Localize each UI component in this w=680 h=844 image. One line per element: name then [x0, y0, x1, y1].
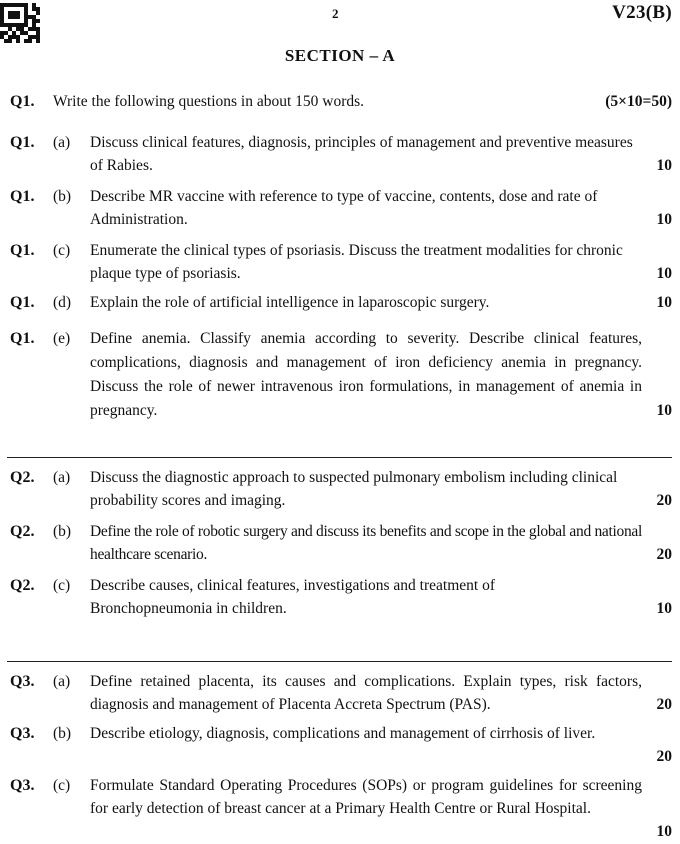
divider-line: [7, 661, 672, 662]
question-text: Define retained placenta, its causes and complications. Explain types, risk factors, diagnosis and management of Placenta Accreta Spectrum (PAS).: [90, 673, 642, 713]
question-part: (d): [53, 294, 72, 311]
question-text: Discuss the diagnostic approach to suspected pulmonary embolism including clinical probability scores and imaging.: [90, 469, 618, 509]
question-text: Discuss clinical features, diagnosis, principles of management and preventive measures of Rabies.: [90, 134, 633, 174]
instruction-marks: (5×10=50): [605, 93, 672, 110]
section-title: SECTION – A: [284, 46, 396, 65]
paper-code: V23(B): [612, 2, 672, 23]
question-marks: 10: [656, 157, 672, 174]
question-number: Q1.: [10, 330, 35, 347]
question-marks: 20: [656, 546, 672, 563]
question-marks: 20: [656, 696, 672, 713]
question-number: Q1.: [10, 188, 35, 205]
question-number: Q3.: [10, 725, 35, 742]
question-text: Explain the role of artificial intelligence in laparoscopic surgery.: [90, 294, 490, 311]
question-number: Q1.: [10, 134, 35, 151]
question-text: Describe MR vaccine with reference to type of vaccine, contents, dose and rate of Administration.: [90, 188, 598, 228]
question-marks: 10: [656, 823, 672, 840]
question-part: (b): [53, 523, 72, 540]
page-number: 2: [332, 6, 339, 21]
divider-line: [7, 457, 672, 458]
question-number: Q1.: [10, 294, 35, 311]
instruction-text: Write the following questions in about 150 words.: [53, 93, 365, 110]
question-part: (c): [53, 242, 71, 259]
question-number: Q3.: [10, 777, 35, 794]
question-part: (a): [53, 134, 71, 151]
question-number: Q3.: [10, 673, 35, 690]
question-part: (a): [53, 673, 71, 690]
question-text: Describe etiology, diagnosis, complications and management of cirrhosis of liver.: [90, 725, 596, 742]
question-marks: 20: [656, 748, 672, 765]
question-number: Q2.: [10, 469, 35, 486]
question-marks: 10: [656, 600, 672, 617]
question-text: Define anemia. Classify anemia according to severity. Describe clinical features, complications, diagnosis and management of iron deficiency anemia in pregnancy. Discuss the role of newer intravenous iron formulations, in management of anemia in pregnancy.: [90, 330, 642, 419]
question-marks: 20: [656, 492, 672, 509]
question-text: Formulate Standard Operating Procedures (SOPs) or program guidelines for screening for early detection of breast cancer at a Primary Health Centre or Rural Hospital.: [90, 777, 642, 817]
question-part: (c): [53, 577, 71, 594]
question-part: (a): [53, 469, 71, 486]
qr-code: [0, 3, 40, 41]
question-marks: 10: [656, 402, 672, 419]
question-text: Define the role of robotic surgery and discuss its benefits and scope in the global and national healthcare scenario.: [90, 523, 643, 563]
question-number: Q2.: [10, 577, 35, 594]
question-number: Q1.: [10, 93, 35, 110]
question-number: Q1.: [10, 242, 35, 259]
question-marks: 10: [656, 211, 672, 228]
question-part: (b): [53, 725, 72, 742]
question-number: Q2.: [10, 523, 35, 540]
question-marks: 10: [656, 265, 672, 282]
question-part: (c): [53, 777, 71, 794]
question-part: (e): [53, 330, 71, 347]
question-marks: 10: [656, 294, 672, 311]
question-part: (b): [53, 188, 72, 205]
question-text: Describe causes, clinical features, investigations and treatment of Bronchopneumonia in children.: [90, 577, 495, 617]
question-text: Enumerate the clinical types of psoriasis. Discuss the treatment modalities for chronic plaque type of psoriasis.: [90, 242, 623, 282]
